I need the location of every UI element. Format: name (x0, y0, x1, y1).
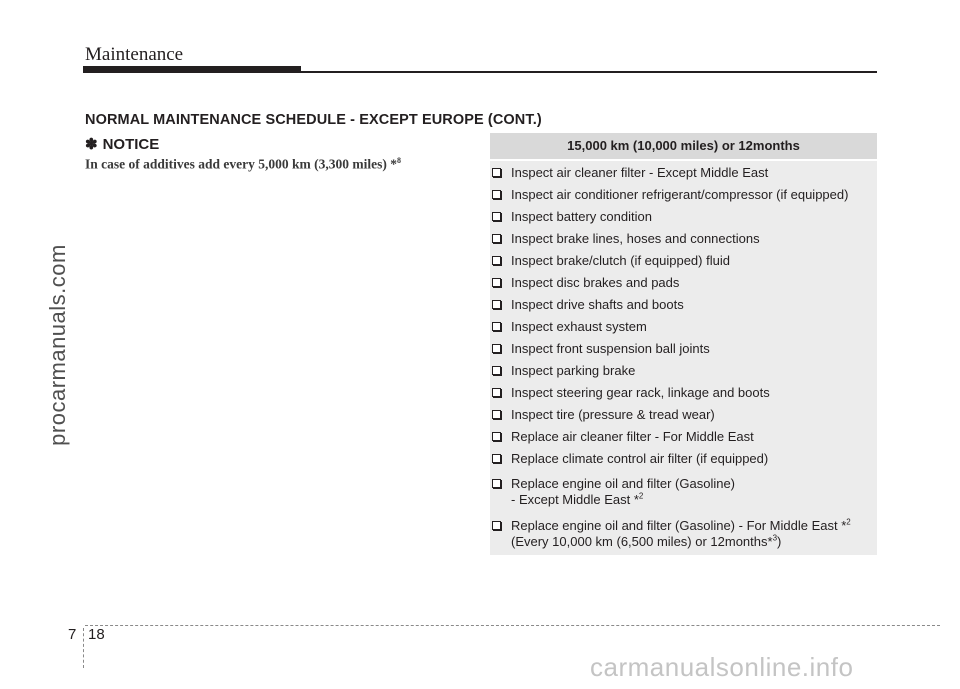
notice-body: In case of additives add every 5,000 km (3,300 miles) * (85, 156, 397, 172)
schedule-item-text: Replace climate control air filter (if equipped) (511, 451, 769, 466)
schedule-item-text: Inspect exhaust system (511, 319, 647, 334)
checkbox-icon (492, 256, 501, 265)
checkbox-icon (492, 300, 501, 309)
schedule-item (492, 429, 877, 445)
notice-star-icon: ✽ (85, 136, 98, 153)
schedule-item (492, 476, 877, 508)
bottom-watermark: carmanualsonline.info (590, 652, 854, 682)
schedule-item-text: Inspect brake lines, hoses and connections (511, 231, 760, 246)
checkbox-icon (492, 344, 501, 353)
section-title: Maintenance (85, 44, 184, 65)
schedule-item-subtext-tail: ) (777, 534, 782, 549)
schedule-item-text: Replace air cleaner filter - For Middle East (511, 429, 754, 444)
schedule-item-text: Replace engine oil and filter (Gasoline) (511, 476, 736, 491)
footer-rule (85, 625, 940, 626)
footnote-marker: 2 (638, 491, 644, 501)
schedule-header: 15,000 km (10,000 miles) or 12months (490, 133, 877, 161)
schedule-item (492, 297, 877, 313)
schedule-item-text: Inspect air conditioner refrigerant/compressor (if equipped) (511, 187, 849, 202)
schedule-item (492, 187, 877, 203)
schedule-item (492, 341, 877, 357)
schedule-item-text: Replace engine oil and filter (Gasoline) - For Middle East * (511, 518, 847, 533)
checkbox-icon (492, 168, 501, 177)
chapter-number: 7 (68, 626, 77, 643)
checkbox-icon (492, 366, 501, 375)
schedule-item-text: Inspect tire (pressure & tread wear) (511, 407, 715, 422)
schedule-item (492, 275, 877, 291)
footer-vertical-rule (83, 628, 84, 668)
page-heading: NORMAL MAINTENANCE SCHEDULE - EXCEPT EUROPE (CONT.) (85, 112, 542, 128)
side-watermark: procarmanuals.com (45, 244, 70, 446)
schedule-item-text: Inspect parking brake (511, 363, 636, 378)
header-bar (83, 66, 301, 73)
schedule-item (492, 319, 877, 335)
schedule-item (492, 451, 877, 467)
notice-title (85, 135, 159, 153)
footnote-marker: 2 (846, 517, 851, 527)
schedule-item-text: Inspect brake/clutch (if equipped) fluid (511, 253, 730, 268)
schedule-item-subtext: (Every 10,000 km (6,500 miles) or 12months* (511, 534, 773, 549)
schedule-item-text: Inspect drive shafts and boots (511, 297, 684, 312)
schedule-item (492, 253, 877, 269)
schedule-item (492, 165, 877, 181)
schedule-item-text: Inspect air cleaner filter - Except Middle East (511, 165, 769, 180)
footnote-marker: 3 (772, 533, 778, 543)
page-number: 18 (88, 626, 105, 643)
checkbox-icon (492, 410, 501, 419)
notice-text (85, 156, 401, 173)
schedule-item-text: Inspect battery condition (511, 209, 652, 224)
schedule-item-text: Inspect steering gear rack, linkage and boots (511, 385, 770, 400)
schedule-list (490, 165, 877, 550)
checkbox-icon (492, 479, 501, 488)
schedule-item (492, 363, 877, 379)
schedule-item-text: Inspect front suspension ball joints (511, 341, 710, 356)
schedule-box (490, 133, 877, 555)
schedule-item-subtext: - Except Middle East * (511, 492, 639, 507)
checkbox-icon (492, 234, 501, 243)
schedule-item (492, 231, 877, 247)
schedule-item (492, 518, 877, 550)
checkbox-icon (492, 432, 501, 441)
schedule-item-text: Inspect disc brakes and pads (511, 275, 680, 290)
schedule-item (492, 385, 877, 401)
checkbox-icon (492, 388, 501, 397)
schedule-item (492, 209, 877, 225)
notice-title-text: NOTICE (102, 136, 160, 153)
schedule-item (492, 407, 877, 423)
checkbox-icon (492, 454, 501, 463)
header-rule (300, 71, 877, 73)
checkbox-icon (492, 190, 501, 199)
checkbox-icon (492, 322, 501, 331)
notice-footnote: 8 (396, 156, 401, 165)
checkbox-icon (492, 278, 501, 287)
checkbox-icon (492, 521, 501, 530)
checkbox-icon (492, 212, 501, 221)
